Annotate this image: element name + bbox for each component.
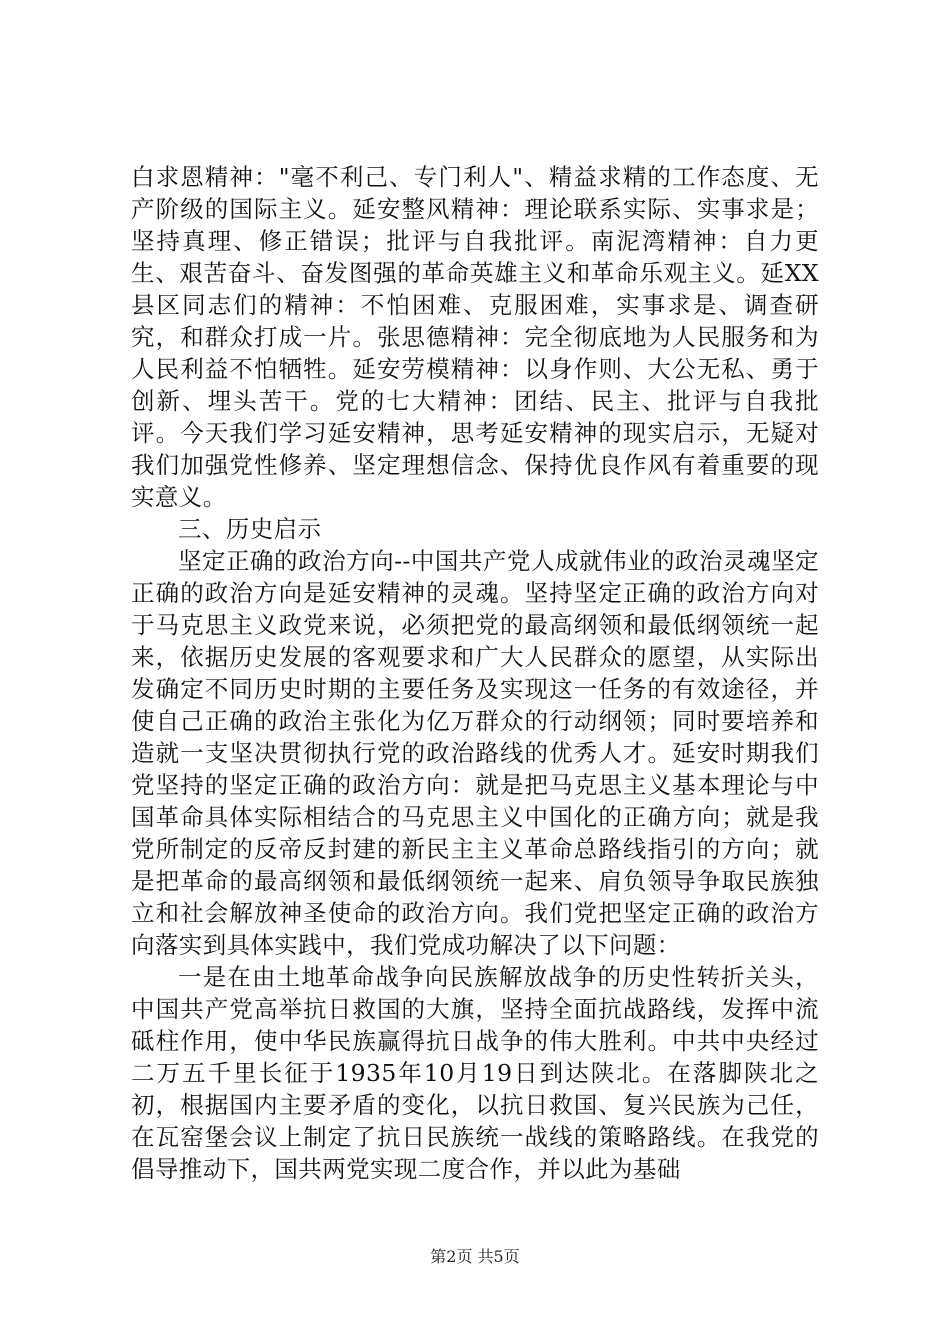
page-footer: [0, 1247, 950, 1267]
paragraph-spirits-list: 白求恩精神："毫不利己、专门利人"、精益求精的工作态度、无产阶级的国际主义。延安整风精神：理论联系实际、实事求是；坚持真理、修正错误；批评与自我批评。南泥湾精神：自力更生、艰苦奋斗、奋发图强的革命英雄主义和革命乐观主义。延XX县区同志们的精神：不怕困难、克服困难，实事求是、调查研究，和群众打成一片。张思德精神：完全彻底地为人民服务和为人民利益不怕牺牲。延安劳模精神：以身作则、大公无私、勇于创新、埋头苦干。党的七大精神：团结、民主、批评与自我批评。今天我们学习延安精神，思考延安精神的现实启示，无疑对我们加强党性修养、坚定理想信念、保持优良作风有着重要的现实意义。: [131, 163, 819, 511]
paragraph-political-direction: 坚定正确的政治方向--中国共产党人成就伟业的政治灵魂坚定正确的政治方向是延安精神的灵魂。坚持坚定正确的政治方向对于马克思主义政党来说，必须把党的最高纲领和最低纲领统一起来，依据历史发展的客观要求和广大人民群众的愿望，从实际出发确定不同历史时期的主要任务及实现这一任务的有效途径，并使自己正确的政治主张化为亿万群众的行动纲领；同时要培养和造就一支坚决贯彻执行党的政治路线的优秀人才。延安时期我们党坚持的坚定正确的政治方向：就是把马克思主义基本理论与中国革命具体实际相结合的马克思主义中国化的正确方向；就是我党所制定的反帝反封建的新民主主义革命总路线指引的方向；就是把革命的最高纲领和最低纲领统一起来、肩负领导争取民族独立和社会解放神圣使命的政治方向。我们党把坚定正确的政治方向落实到具体实践中，我们党成功解决了以下问题：: [131, 547, 819, 959]
section-heading-historical-inspiration: 三、历史启示: [178, 515, 322, 543]
paragraph-first-point: 一是在由土地革命战争向民族解放战争的历史性转折关头，中国共产党高举抗日救国的大旗，坚持全面抗战路线，发挥中流砥柱作用，使中华民族赢得抗日战争的伟大胜利。中共中央经过二万五千里长征于1935年10月19日到达陕北。在落脚陕北之初，根据国内主要矛盾的变化，以抗日救国、复兴民族为己任，在瓦窑堡会议上制定了抗日民族统一战线的策略路线。在我党的倡导推动下，国共两党实现二度合作，并以此为基础: [131, 963, 819, 1183]
document-body: [131, 161, 819, 1185]
page-number-label: 第2页 共5页: [430, 1247, 520, 1266]
